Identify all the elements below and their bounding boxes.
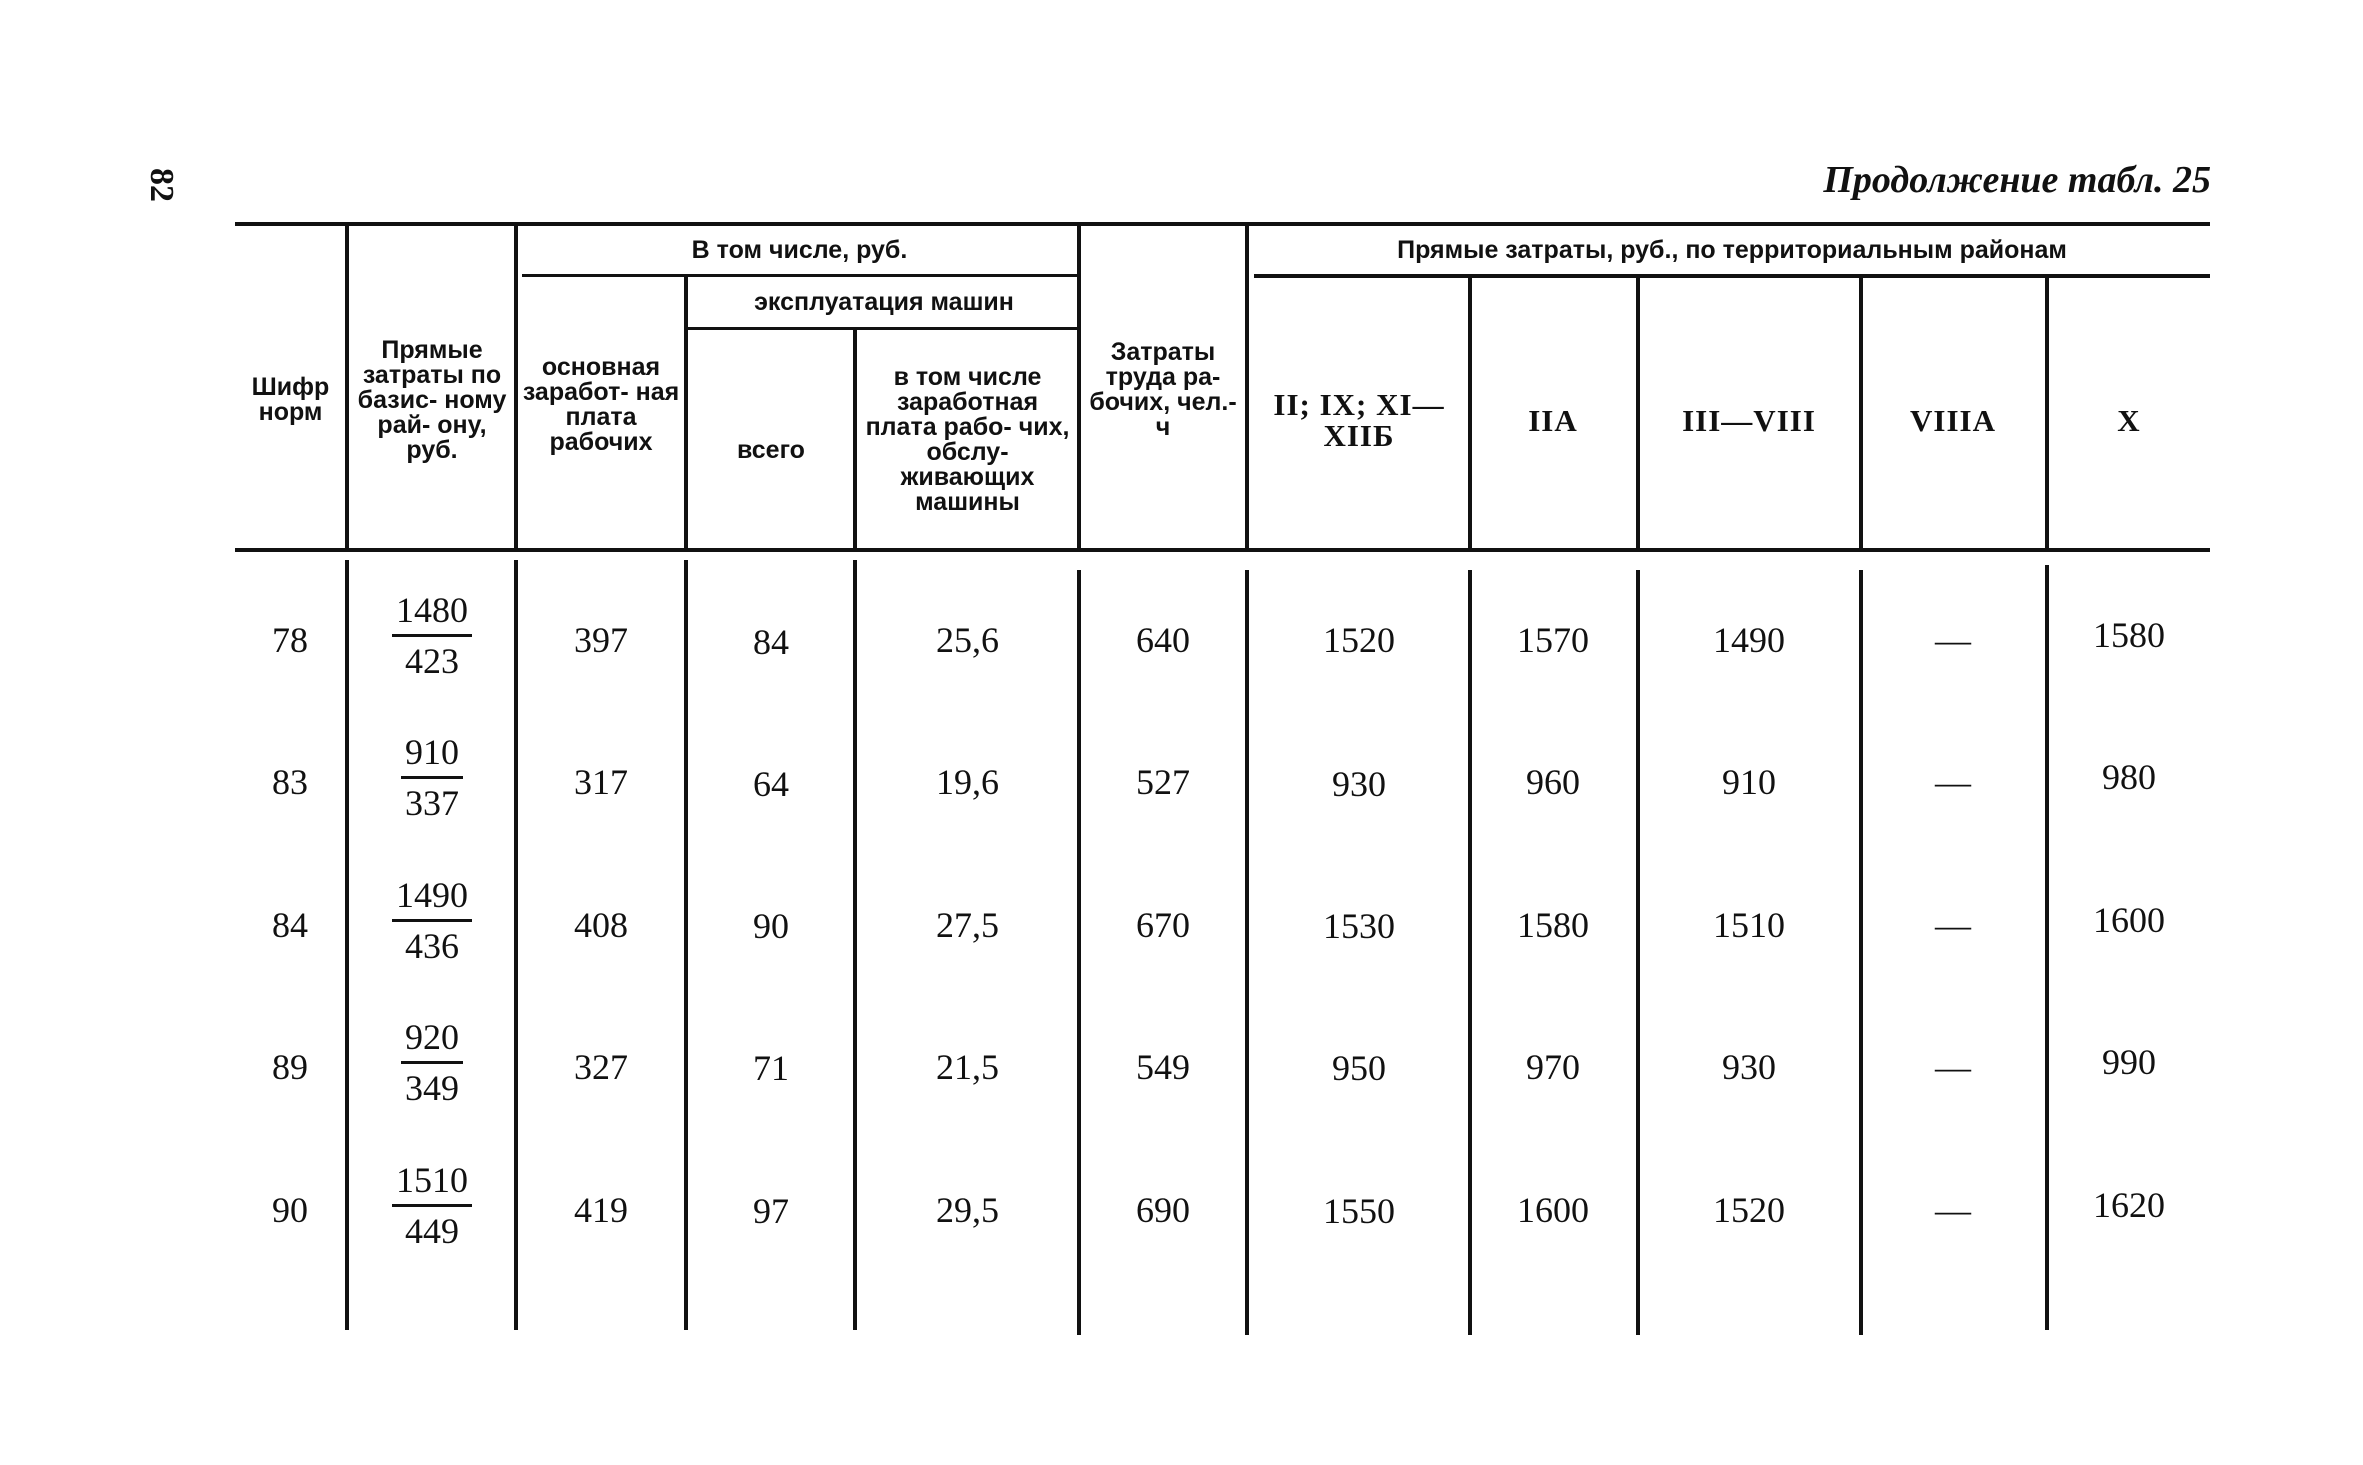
cell-wage: 317 <box>574 762 628 802</box>
cell-region-5: 1620 <box>2093 1185 2165 1225</box>
cell-wage: 419 <box>574 1190 628 1230</box>
header-region-4: VIIIА <box>1910 402 1996 438</box>
machine-underline <box>688 327 1078 330</box>
cell-region-4: — <box>1935 762 1971 802</box>
cell-labor: 549 <box>1136 1047 1190 1087</box>
vline-h3 <box>684 277 688 548</box>
vline-h2 <box>514 226 518 548</box>
cell-region-2: 1600 <box>1517 1190 1589 1230</box>
cell-region-1: 950 <box>1332 1048 1386 1088</box>
base-denominator: 436 <box>405 925 459 966</box>
cell-region-1: 930 <box>1332 764 1386 804</box>
cell-code: 83 <box>272 762 308 802</box>
header-region-3: III—VIII <box>1682 402 1816 438</box>
cell-wage: 327 <box>574 1047 628 1087</box>
vline-b3 <box>684 560 688 1330</box>
base-numerator: 920 <box>401 1019 463 1064</box>
header-region-2: IIА <box>1528 402 1578 438</box>
cell-labor: 527 <box>1136 762 1190 802</box>
cell-region-4: — <box>1935 1047 1971 1087</box>
vline-b2 <box>514 560 518 1330</box>
base-denominator: 449 <box>405 1210 459 1251</box>
vline-h1 <box>345 226 349 548</box>
vline-b6 <box>1245 570 1249 1335</box>
cell-region-2: 1570 <box>1517 620 1589 660</box>
cell-labor: 640 <box>1136 620 1190 660</box>
cell-machine-wage: 21,5 <box>936 1047 999 1087</box>
header-bottom-rule <box>235 548 2210 552</box>
cell-labor: 670 <box>1136 905 1190 945</box>
cell-machine-total: 71 <box>753 1048 789 1088</box>
cell-base-fraction <box>352 877 512 966</box>
cell-region-2: 960 <box>1526 762 1580 802</box>
base-denominator: 423 <box>405 640 459 681</box>
header-region-1: II; IX; XI—XIIБ <box>1273 387 1445 453</box>
cell-region-3: 1520 <box>1713 1190 1785 1230</box>
cell-region-1: 1520 <box>1323 620 1395 660</box>
vline-b1 <box>345 560 349 1330</box>
page-number: 82 <box>143 168 180 202</box>
vline-b4 <box>853 560 857 1330</box>
base-numerator: 910 <box>401 734 463 779</box>
cell-region-2: 970 <box>1526 1047 1580 1087</box>
base-denominator: 349 <box>405 1067 459 1108</box>
cell-machine-total: 64 <box>753 764 789 804</box>
cell-region-4: — <box>1935 1190 1971 1230</box>
vline-h4 <box>853 330 857 548</box>
header-basic-wage: основная заработ- ная плата рабочих <box>522 353 680 456</box>
cell-code: 78 <box>272 620 308 660</box>
cell-code: 89 <box>272 1047 308 1087</box>
cell-machine-wage: 25,6 <box>936 620 999 660</box>
table-caption: Продолжение табл. 25 <box>1823 159 2211 201</box>
cell-region-2: 1580 <box>1517 905 1589 945</box>
vline-b5 <box>1077 570 1081 1335</box>
cell-base-fraction <box>352 734 512 823</box>
header-labor: Затраты труда ра- бочих, чел.-ч <box>1089 338 1237 441</box>
cell-region-5: 990 <box>2102 1042 2156 1082</box>
cell-wage: 408 <box>574 905 628 945</box>
including-underline <box>522 274 1077 277</box>
cell-machine-total: 97 <box>753 1191 789 1231</box>
cell-region-3: 910 <box>1722 762 1776 802</box>
cell-region-4: — <box>1935 620 1971 660</box>
cell-region-5: 1580 <box>2093 615 2165 655</box>
cell-machine-total: 84 <box>753 622 789 662</box>
cell-machine-total: 90 <box>753 906 789 946</box>
header-region-5: X <box>2117 402 2141 438</box>
base-numerator: 1490 <box>392 877 472 922</box>
cell-labor: 690 <box>1136 1190 1190 1230</box>
cell-region-5: 1600 <box>2093 900 2165 940</box>
cell-region-3: 1510 <box>1713 905 1785 945</box>
header-machine-operation: эксплуатация машин <box>754 287 1014 316</box>
cell-machine-wage: 29,5 <box>936 1190 999 1230</box>
vline-h6 <box>1245 226 1249 548</box>
cell-wage: 397 <box>574 620 628 660</box>
vline-h5 <box>1077 226 1081 548</box>
base-numerator: 1510 <box>392 1162 472 1207</box>
header-direct-cost-regions: Прямые затраты, руб., по территориальным районам <box>1397 235 2067 264</box>
cell-region-3: 1490 <box>1713 620 1785 660</box>
header-including: В том числе, руб. <box>691 235 908 264</box>
cell-code: 90 <box>272 1190 308 1230</box>
cell-region-5: 980 <box>2102 757 2156 797</box>
header-direct-cost-base: Прямые затраты по базис- ному рай- ону, руб. <box>357 335 507 464</box>
cell-base-fraction <box>352 1162 512 1251</box>
cell-machine-wage: 27,5 <box>936 905 999 945</box>
base-denominator: 337 <box>405 782 459 823</box>
cell-region-3: 930 <box>1722 1047 1776 1087</box>
cell-region-1: 1530 <box>1323 906 1395 946</box>
cell-base-fraction <box>352 1019 512 1108</box>
header-machine-wage: в том числе заработная плата рабо- чих, обслу- живающих машины <box>865 363 1070 516</box>
cell-region-4: — <box>1935 905 1971 945</box>
header-code: Шифр норм <box>251 373 330 426</box>
cell-code: 84 <box>272 905 308 945</box>
base-numerator: 1480 <box>392 592 472 637</box>
regions-underline <box>1254 274 2210 278</box>
table-top-rule <box>235 222 2210 226</box>
cell-region-1: 1550 <box>1323 1191 1395 1231</box>
cell-machine-wage: 19,6 <box>936 762 999 802</box>
header-machine-total: всего <box>737 435 805 464</box>
cell-base-fraction <box>352 592 512 681</box>
